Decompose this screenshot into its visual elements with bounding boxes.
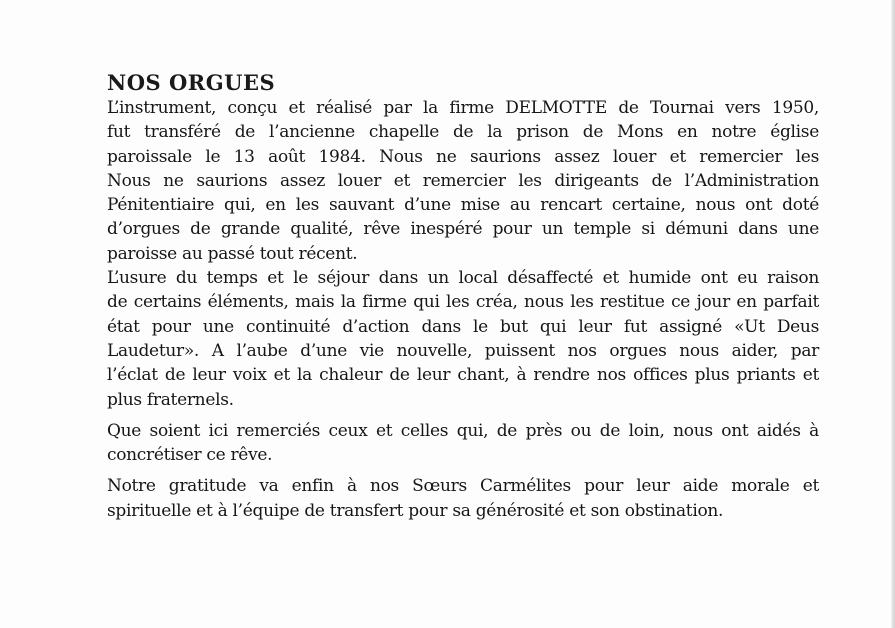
- text-line: l’éclat de leur voix et la chaleur de leur chant, à rendre nos offices plus priants et: [107, 365, 819, 386]
- text-line: spirituelle et à l’équipe de transfert pour sa générosité et son obstination.: [107, 500, 724, 521]
- text-line: état pour une continuité d’action dans le but qui leur fut assigné «Ut Deus: [107, 316, 819, 337]
- text-line: Nous ne saurions assez louer et remercier les dirigeants de l’Administration: [107, 170, 819, 191]
- document-content: [107, 70, 819, 523]
- text-line: paroisse au passé tout récent.: [107, 243, 358, 264]
- text-line: paroissale le 13 août 1984. Nous ne saurions assez louer et remercier les: [107, 146, 819, 167]
- text-line: fut transféré de l’ancienne chapelle de la prison de Mons en notre église: [107, 122, 819, 143]
- paragraph-thanks: [107, 419, 819, 468]
- text-line: Notre gratitude va enfin à nos Sœurs Carmélites pour leur aide morale et: [107, 476, 819, 497]
- text-line: d’orgues de grande qualité, rêve inespéré pour un temple si démuni dans une: [107, 219, 819, 240]
- text-line: plus fraternels.: [107, 389, 234, 410]
- text-line: concrétiser ce rêve.: [107, 445, 273, 466]
- text-line: L’instrument, conçu et réalisé par la firme DELMOTTE de Tournai vers 1950,: [107, 98, 819, 118]
- text-line: L’usure du temps et le séjour dans un local désaffecté et humide ont eu raison: [107, 268, 819, 289]
- page-edge-shadow: [891, 0, 895, 628]
- paragraph-restoration: [107, 266, 819, 412]
- text-line: Que soient ici remerciés ceux et celles qui, de près ou de loin, nous ont aidés à: [107, 420, 819, 441]
- paragraph-history: [107, 96, 819, 266]
- document-title: NOS ORGUES: [107, 70, 276, 95]
- text-line: Pénitentiaire qui, en les sauvant d’une mise au rencart certaine, nous ont doté: [107, 195, 819, 216]
- text-line: Laudetur». A l’aube d’une vie nouvelle, puissent nos orgues nous aider, par: [107, 340, 819, 361]
- text-line: de certains éléments, mais la firme qui les créa, nous les restitue ce jour en parfait: [107, 292, 819, 313]
- paragraph-gratitude: [107, 474, 819, 523]
